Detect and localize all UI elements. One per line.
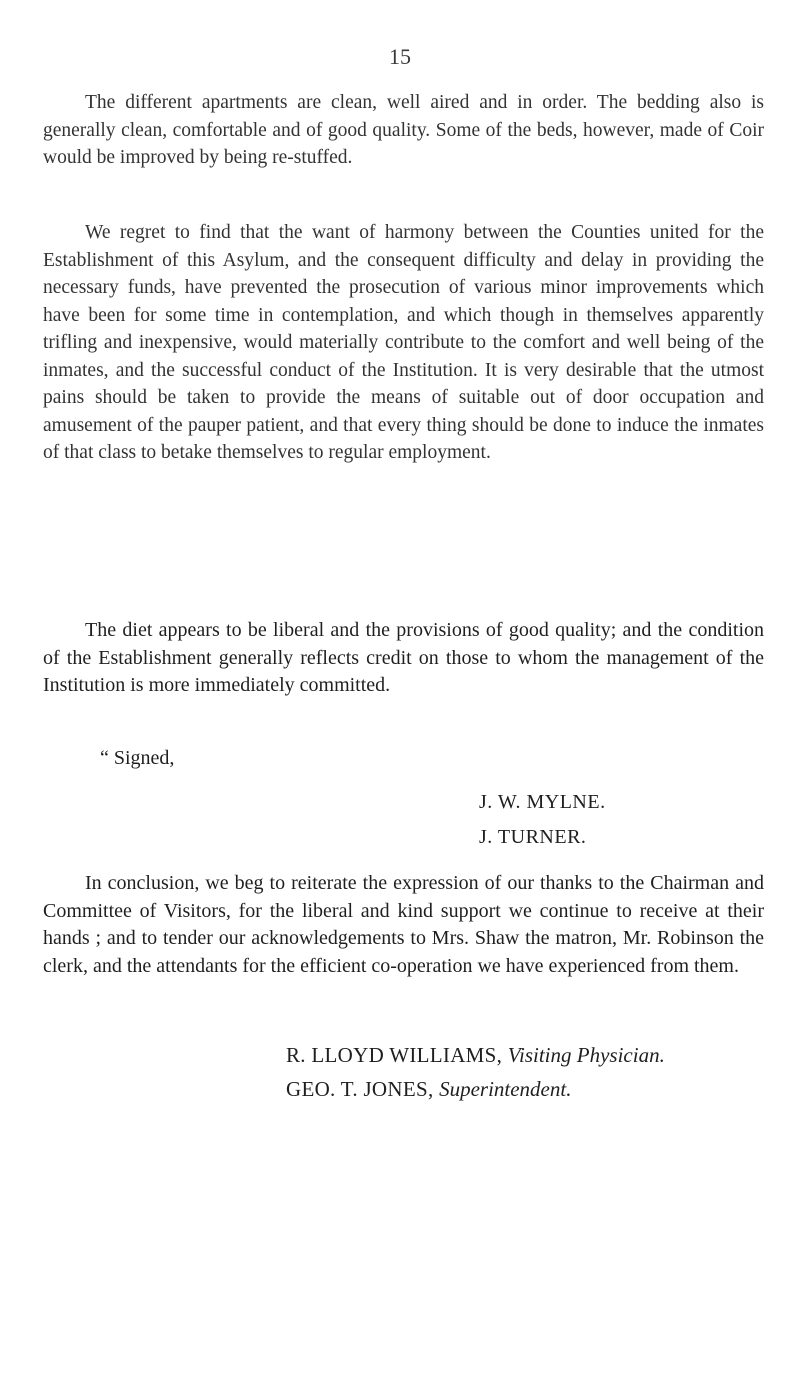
paragraph-diet: The diet appears to be liberal and the provisions of good quality; and the condition of the Establishment generally reflects credit on those to whom the management of the Institution is more immediately committed. [43,619,764,696]
signatory-block [479,785,606,855]
signed-label: “ Signed, [100,747,175,769]
page-number: 15 [389,44,411,69]
closing-signature-williams [286,1038,665,1072]
signatory-mylne: J. W. MYLNE. [479,791,606,813]
paragraph-conclusion: In conclusion, we beg to reiterate the expression of our thanks to the Chairman and Committee of Visitors, for the liberal and kind support we continue to receive at their hands ; and to tender our acknowledgements to Mrs. Shaw the matron, Mr. Robinson the clerk, and the attendants for the efficient co-operation we have experienced from them. [43,872,764,977]
signatory-turner: J. TURNER. [479,826,587,848]
signature-name: GEO. T. JONES, [286,1077,434,1101]
closing-signatures [286,1038,665,1106]
signature-title: Visiting Physician. [507,1043,665,1067]
paragraph-apartments: The different apartments are clean, well aired and in order. The bedding also is generally clean, comfortable and of good quality. Some of the beds, however, made of Coir would be improved by being re-stuffed. [43,92,764,168]
paragraph-harmony: We regret to find that the want of harmony between the Counties united for the Establishment of this Asylum, and the consequent difficulty and delay in providing the necessary funds, have prevented the prosecution of various minor improvements which have been for some time in contemplation, and which though in themselves apparently trifling and inexpensive, would materially contribute to the comfort and well being of the inmates, and the successful conduct of the Institution. It is very desirable that the utmost pains should be taken to provide the means of suitable out of door occupation and amusement of the pauper patient, and that every thing should be done to induce the inmates of that class to betake themselves to regular employment. [43,222,764,463]
closing-signature-jones [286,1072,665,1106]
signature-name: R. LLOYD WILLIAMS, [286,1043,503,1067]
signature-title: Superintendent. [439,1077,572,1101]
